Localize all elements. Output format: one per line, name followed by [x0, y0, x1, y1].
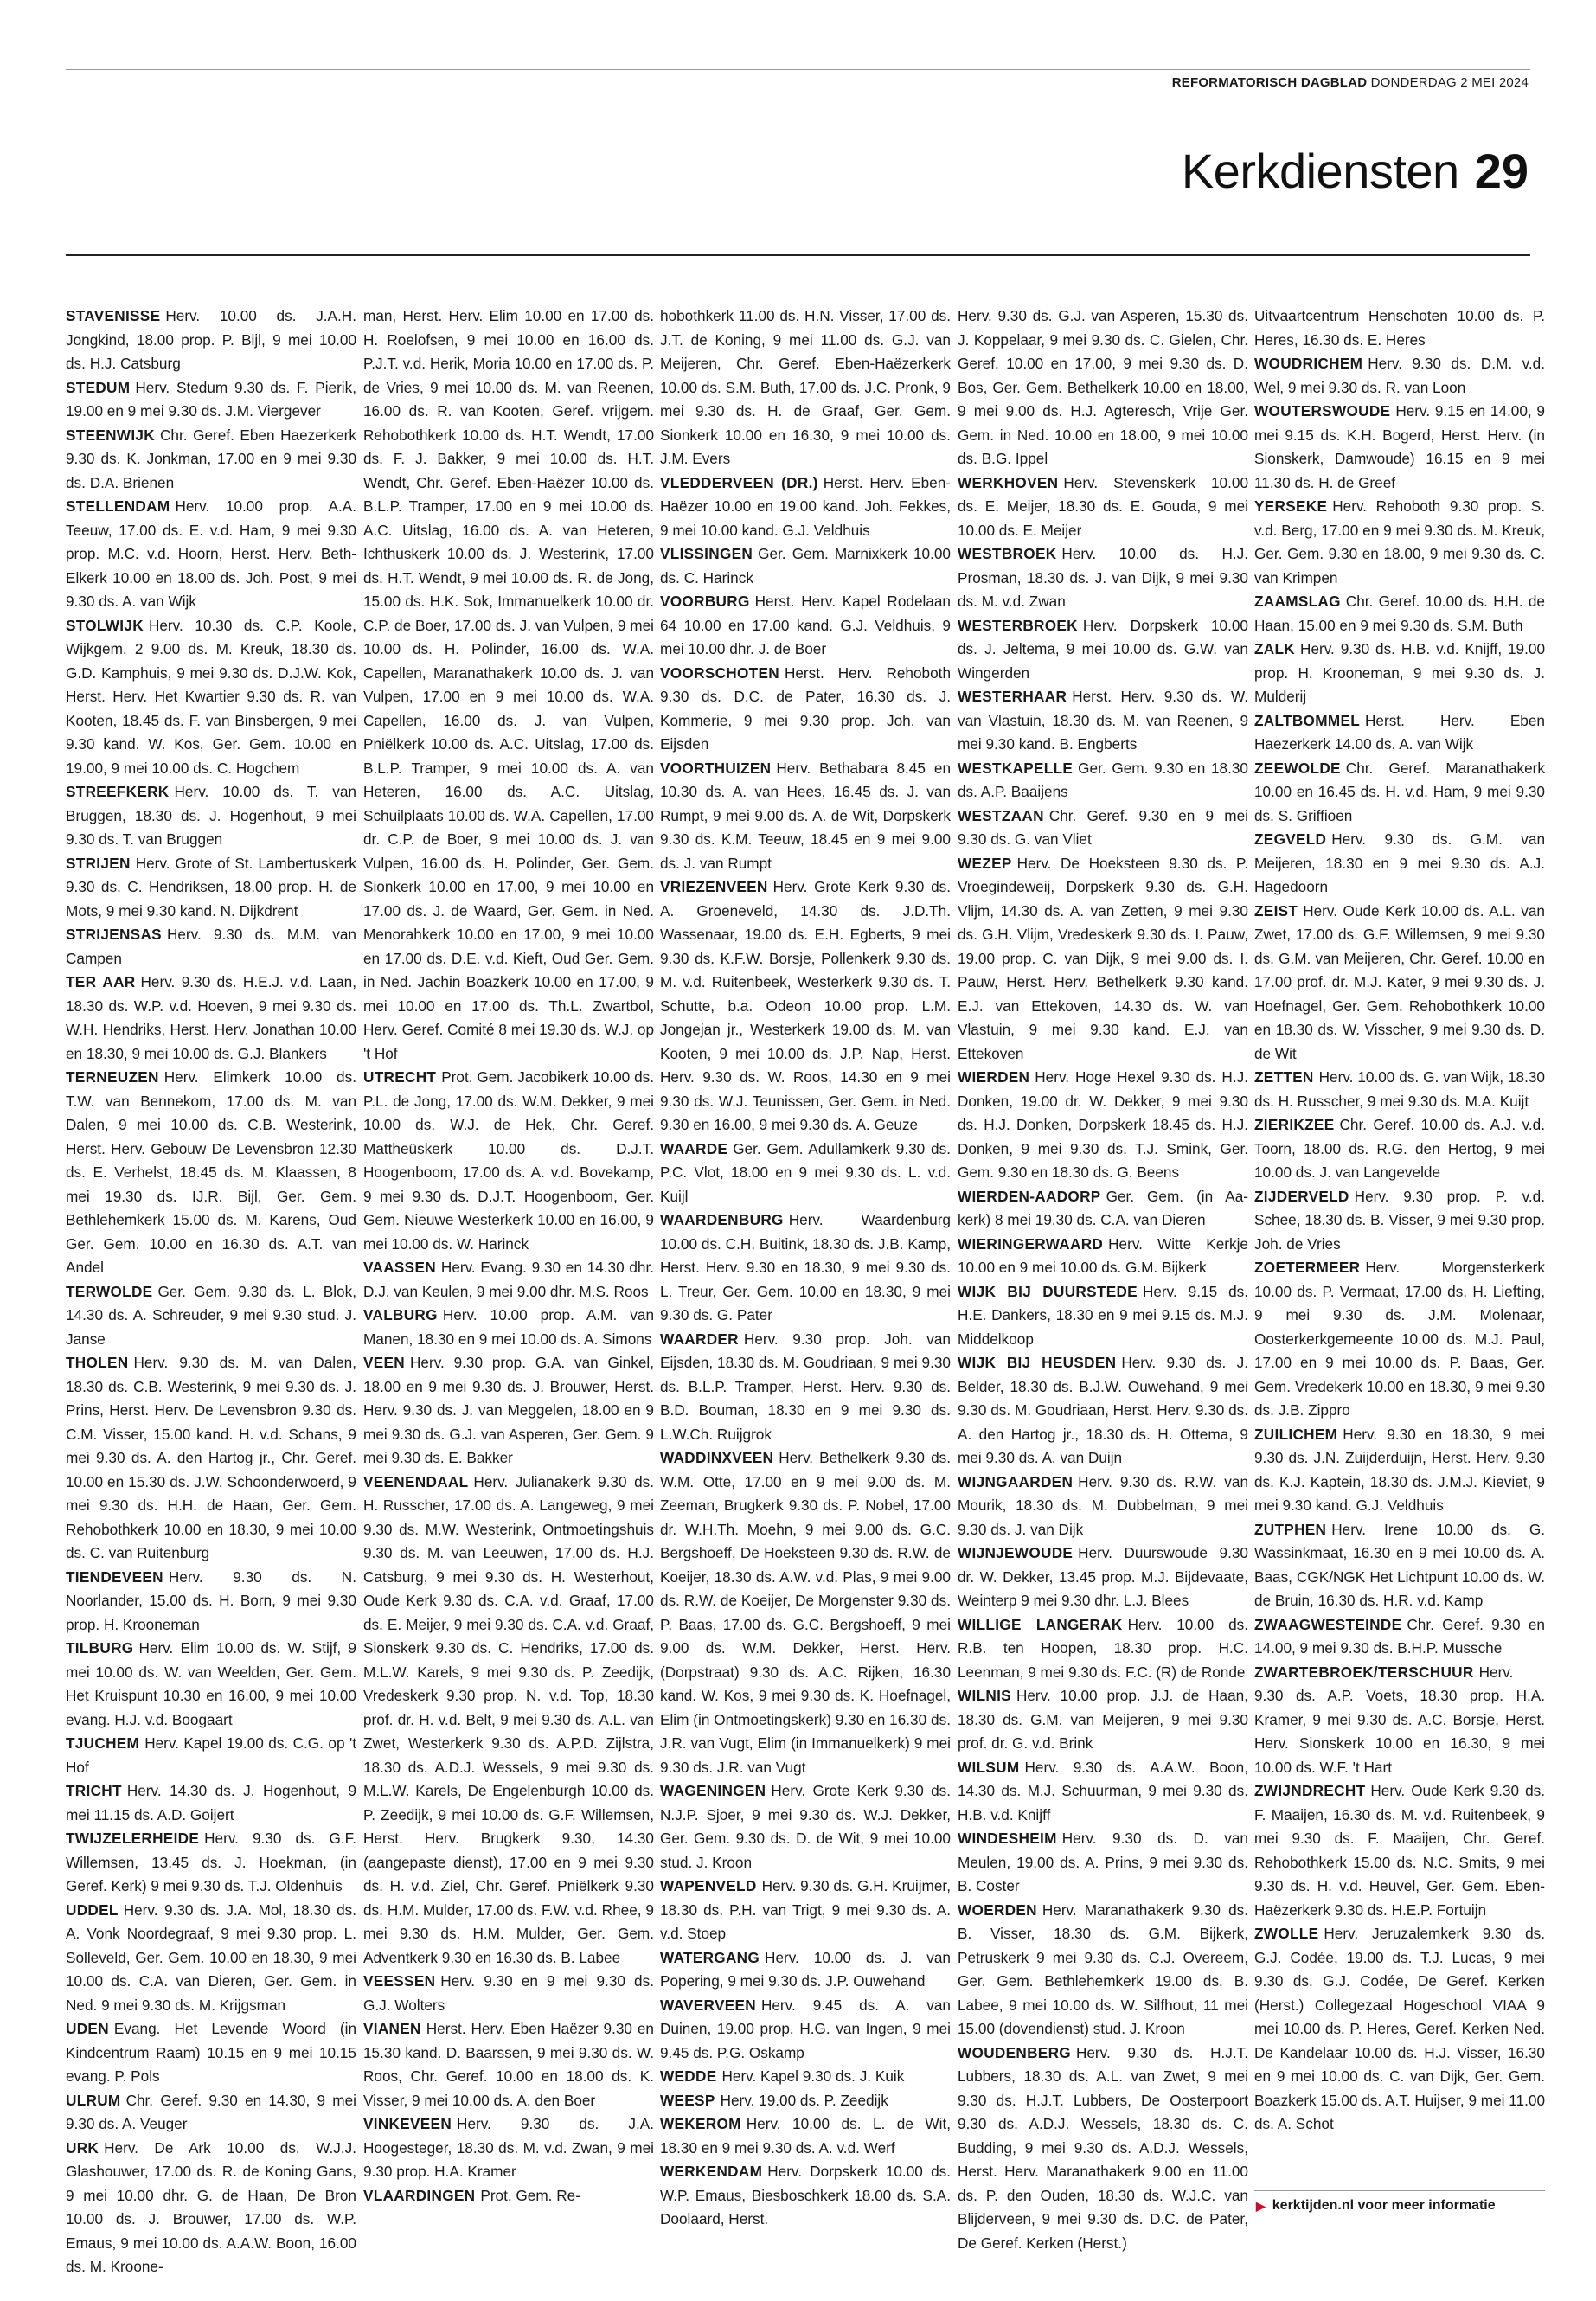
service-listing [363, 1970, 654, 2017]
place-name: VEENENDAAL [363, 1472, 469, 1490]
place-name: ZUILICHEM [1254, 1425, 1338, 1443]
place-name: ZALTBOMMEL [1254, 711, 1361, 729]
masthead [1172, 75, 1529, 90]
service-details: Herv. 9.30 ds. G.J. van Asperen, 15.30 ds. J. Koppelaar, 9 mei 9.30 ds. C. Gielen, Chr. Geref. 10.00 en 17.00, 9 mei 9.30 ds. D. Bos, Ger. Gem. Bethelkerk 10.00 en 18.00, 9 mei 9.00 ds. H.J. Agteresch, Vrije Ger. Gem. in Ned. 10.00 en 18.00, 9 mei 10.00 ds. B.G. Ippel [958, 307, 1248, 467]
service-details: Herv. Waardenburg 10.00 ds. C.H. Buitink, 18.30 ds. J.B. Kamp, Herst. Herv. 9.30 en 18.30, 9 mei 9.30 ds. L. Treur, Ger. Gem. 10.00 en 18.30, 9 mei 9.30 ds. G. Pater [660, 1211, 951, 1324]
service-details: Herv. Irene 10.00 ds. G. Wassinkmaat, 16.30 en 9 mei 10.00 ds. A. Baas, CGK/NGK Het Lichtpunt 10.00 ds. W. de Bruin, 16.30 ds. H.R. v.d. Kamp [1254, 1520, 1545, 1609]
service-details: Herst. Herv. Rehoboth 9.30 ds. D.C. de Pater, 16.30 ds. J. Kommerie, 9 mei 9.30 prop. Joh. van Eijsden [660, 663, 951, 753]
service-listing [958, 1351, 1248, 1471]
service-listing [660, 1779, 951, 1875]
service-listing [1254, 400, 1545, 495]
service-details: Herv. 14.30 ds. J. Hogenhout, 9 mei 11.15 ds. A.D. Goijert [66, 1782, 356, 1823]
place-name: THOLEN [66, 1354, 129, 1371]
place-name: WEZEP [958, 854, 1012, 872]
service-details: Ger. Gem. 9.30 en 18.30 ds. A.P. Baaijens [958, 759, 1248, 800]
service-listing [660, 1946, 951, 1994]
service-details: Chr. Geref. 9.30 en 9 mei 9.30 ds. G. van Vliet [958, 806, 1248, 848]
service-details: Herv. 9.30 ds. D. van Meulen, 19.00 ds. A. Prins, 9 mei 9.30 ds. B. Coster [958, 1830, 1248, 1894]
service-details: Herv. 9.30 ds. G.F. Willemsen, 13.45 ds. J. Hoekman, (in Geref. Kerk) 9 mei 9.30 ds. T.J. Oldenhuis [66, 1830, 356, 1894]
place-name: ZAAMSLAG [1254, 593, 1341, 610]
service-listing [958, 1541, 1248, 1613]
place-name: WINDESHEIM [958, 1830, 1057, 1847]
place-name: WESTBROEK [958, 545, 1057, 562]
service-listing [66, 424, 356, 496]
service-details: Herv. De Ark 10.00 ds. W.J.J. Glashouwer, 17.00 ds. R. de Koning Gans, 9 mei 10.00 dhr. G. de Haan, De Bron 10.00 ds. J. Brouwer, 17.00 ds. W.P. Emaus, 9 mei 10.00 ds. A.A.W. Boon, 16.00 ds. M. Kroone- [66, 2138, 356, 2275]
service-listing [1254, 1066, 1545, 1113]
service-details: Herv. 10.00 ds. R.B. ten Hoopen, 18.30 prop. H.C. Leenman, 9 mei 9.30 ds. F.C. (R) de Ronde [958, 1615, 1248, 1681]
place-name: URK [66, 2138, 99, 2157]
place-name: ZIERIKZEE [1254, 1116, 1335, 1133]
service-details: Herv. 10.30 ds. C.P. Koole, Wijkgem. 2 9.00 ds. M. Kreuk, 18.30 ds. G.D. Kamphuis, 9 mei 9.30 ds. D.J.W. Kok, Herst. Herv. Het Kwartier 9.30 ds. R. van Kooten, 18.45 ds. F. van Binsbergen, 9 mei 9.30 kand. W. Kos, Ger. Gem. 10.00 en 19.00, 9 mei 10.00 ds. C. Hogchem [66, 616, 356, 777]
service-listing [660, 2089, 951, 2113]
service-details: Herv. 9.30 ds. M.M. van Campen [66, 926, 356, 967]
service-details: Herv. 9.15 en 14.00, 9 mei 9.15 ds. K.H. Bogerd, Herst. Herv. (in Sionskerk, Damwoude) 16.15 en 9 mei 11.30 ds. H. de Greef [1254, 402, 1545, 491]
service-listing [66, 614, 356, 781]
place-name: VLISSINGEN [660, 545, 753, 562]
service-details: Herv. 9.30 ds. G.H. Kruijmer, 18.30 ds. P.H. van Trigt, 9 mei 9.30 ds. A. v.d. Stoep [660, 1877, 951, 1942]
page-number: 29 [1474, 144, 1529, 198]
service-listing [1254, 1256, 1545, 1423]
service-details: Herv. Oude Kerk 10.00 ds. A.L. van Zwet, 17.00 ds. G.F. Willemsen, 9 mei 9.30 ds. G.M. van Meijeren, Chr. Geref. 10.00 en 17.00 prof. dr. M.J. Kater, 9 mei 9.30 ds. J. Hoefnagel, Ger. Gem. Rehobothkerk 10.00 en 18.30 ds. W. Visscher, 9 mei 9.30 ds. D. de Wit [1254, 901, 1545, 1062]
place-name: ZWAAGWESTEINDE [1254, 1615, 1402, 1633]
service-details: Herv. 10.00 ds. H.J. Prosman, 18.30 ds. J. van Dijk, 9 mei 9.30 ds. M. v.d. Zwan [958, 545, 1248, 610]
footer-link[interactable] [1256, 2198, 1496, 2214]
service-listing [958, 1185, 1248, 1233]
top-rule [66, 69, 1530, 70]
service-details: Herst. Herv. 9.30 ds. W. van Vlastuin, 18.30 ds. M. van Reenen, 9 mei 9.30 kand. B. Engberts [958, 688, 1248, 753]
service-listing [363, 1304, 654, 1351]
place-name: VLEDDERVEEN (DR.) [660, 473, 818, 491]
service-listing [958, 471, 1248, 543]
place-name: TILBURG [66, 1639, 134, 1657]
service-listing [363, 1351, 654, 1471]
service-listing [958, 304, 1248, 471]
service-details: Herv. 9.30 ds. R.W. van Mourik, 18.30 ds. M. Dubbelman, 9 mei 9.30 ds. J. van Dijk [958, 1472, 1248, 1538]
service-listing [363, 1256, 654, 1304]
service-listing [1254, 590, 1545, 638]
service-details: Herv. 9.30 ds. J. Belder, 18.30 ds. B.J.W. Ouwehand, 9 mei 9.30 ds. M. Goudriaan, Herst. Herv. 9.30 ds. A. den Hartog jr., 18.30 ds. H. Ottema, 9 mei 9.30 ds. A. van Duijn [958, 1354, 1248, 1466]
place-name: WIJNGAARDEN [958, 1472, 1074, 1490]
service-details: Herv. Stedum 9.30 ds. F. Pierik, 19.00 en 9 mei 9.30 ds. J.M. Viergever [66, 378, 356, 420]
service-details: Herv. Elimkerk 10.00 ds. T.W. van Bennekom, 17.00 ds. M. van Dalen, 9 mei 10.00 ds. C.B. Westerink, Herst. Herv. Gebouw De Levensbron 12.30 ds. E. Verhelst, 18.45 ds. M. Klaassen, 8 mei 19.30 ds. IJ.R. Bijl, Ger. Gem. Bethlehemkerk 15.00 ds. M. Karens, Oud Ger. Gem. 10.00 en 16.30 ds. A.T. van Andel [66, 1068, 356, 1276]
place-name: ZEGVELD [1254, 830, 1327, 848]
place-name: VLAARDINGEN [363, 2186, 476, 2204]
service-details: Chr. Geref. Maranathakerk 10.00 en 16.45 ds. H. v.d. Ham, 9 mei 9.30 ds. S. Griffioen [1254, 759, 1545, 824]
service-details: Herv. 9.30 ds. A.A.W. Boon, 14.30 ds. M.J. Schuurman, 9 mei 9.30 ds. H.B. v.d. Knijff [958, 1758, 1248, 1823]
service-listing [66, 1066, 356, 1280]
service-details: Herv. 9.30 ds. N. Noorlander, 15.00 ds. H. Born, 9 mei 9.30 prop. H. Krooneman [66, 1567, 356, 1633]
service-details: Herv. Elim 10.00 ds. W. Stijf, 9 mei 10.00 ds. W. van Weelden, Ger. Gem. Het Kruispunt 10.30 en 16.00, 9 mei 10.00 evang. H.J. v.d. Boogaart [66, 1639, 356, 1728]
section-title: Kerkdiensten [1181, 144, 1459, 198]
service-listing [66, 971, 356, 1066]
service-listing [958, 852, 1248, 1067]
service-listing [660, 1446, 951, 1779]
column-2 [363, 304, 654, 2208]
service-listing [1254, 495, 1545, 590]
service-details: Herv. 9.30 en 18.30, 9 mei 9.30 ds. J.N. Zuijderduijn, Herst. Herv. 9.30 ds. K.J. Kaptein, 18.30 ds. J.M.J. Kieviet, 9 mei 9.30 kand. G.J. Veldhuis [1254, 1425, 1545, 1514]
service-listing [958, 757, 1248, 804]
service-details: Uitvaartcentrum Henschoten 10.00 ds. P. Heres, 16.30 ds. E. Heres [1254, 307, 1545, 349]
service-details: Herv. 9.30 ds. H.B. v.d. Knijff, 19.00 prop. H. Krooneman, 9 mei 9.30 ds. J. Mulderij [1254, 640, 1545, 705]
place-name: ZIJDERVELD [1254, 1187, 1349, 1205]
service-details: Herv. 9.30 ds. H.J.T. Lubbers, 18.30 ds. A.L. van Zwet, 9 mei 9.30 ds. H.J.T. Lubbers, De Oosterpoort 9.30 ds. A.D.J. Wessels, 18.30 ds. C. Budding, 9 mei 9.30 ds. A.D.J. Wessels, Herst. Herv. Maranathakerk 9.00 en 11.00 ds. P. den Ouden, 18.30 ds. W.J.C. van Blijderveen, 9 mei 9.30 ds. D.C. de Pater, De Geref. Kerken (Herst.) [958, 2043, 1248, 2252]
service-details: Herv. Jeruzalemkerk 9.30 ds. G.J. Codée, 19.00 ds. T.J. Lucas, 9 mei 9.30 ds. G.J. Codée, De Geref. Kerken (Herst.) Collegezaal Hogeschool VIAA 9 mei 10.00 ds. P. Heres, Geref. Kerken Ned. De Kandelaar 10.00 ds. H.J. Visser, 16.30 en 9 mei 10.00 ds. C. van Dijk, Ger. Gem. Boazkerk 15.00 ds. A.T. Huijser, 9 mei 11.00 ds. A. Schot [1254, 1925, 1545, 2132]
service-details: Herv. 9.30 prop. P. v.d. Schee, 18.30 ds. B. Visser, 9 mei 9.30 prop. Joh. de Vries [1254, 1187, 1545, 1253]
service-listing [66, 780, 356, 852]
service-listing [66, 852, 356, 924]
place-name: STAVENISSE [66, 307, 161, 324]
service-details: Ger. Gem. Marnixkerk 10.00 ds. C. Harinck [660, 545, 951, 586]
service-details: Herv. Evang. 9.30 en 14.30 dhr. D.J. van Keulen, 9 mei 9.00 dhr. M.S. Roos [363, 1259, 654, 1300]
service-details: Herv. Julianakerk 9.30 ds. H. Russcher, 17.00 ds. A. Langeweg, 9 mei 9.30 ds. M.W. Westerink, Ontmoetingshuis 9.30 ds. M. van Leeuwen, 17.00 ds. H.J. Catsburg, 9 mei 9.30 ds. H. Westerhout, Oude Kerk 9.30 ds. C.A. v.d. Graaf, 17.00 ds. E. Meijer, 9 mei 9.30 ds. C.A. v.d. Graaf, Sionskerk 9.30 ds. C. Hendriks, 17.00 ds. M.L.W. Karels, 9 mei 9.30 ds. P. Zeedijk, Vredeskerk 9.30 prop. N. v.d. Top, 18.30 prof. dr. H. v.d. Belt, 9 mei 9.30 ds. A.L. van Zwet, Westerkerk 9.30 ds. A.P.D. Zijlstra, 18.30 ds. A.D.J. Wessels, 9 mei 9.30 ds. M.L.W. Karels, De Engelenburgh 10.00 ds. P. Zeedijk, 9 mei 10.00 ds. G.F. Willemsen, Herst. Herv. Brugkerk 9.30, 14.30 (aangepaste dienst), 17.00 en 9 mei 9.30 ds. H. v.d. Ziel, Chr. Geref. Pniëlkerk 9.30 ds. H.M. Mulder, 17.00 ds. F.W. v.d. Rhee, 9 mei 9.30 ds. H.M. Mulder, Ger. Gem. Adventkerk 9.30 en 16.30 ds. B. Labee [363, 1472, 654, 1966]
service-details: Herv. 10.00 ds. T. van Bruggen, 18.30 ds. J. Hogenhout, 9 mei 9.30 ds. T. van Bruggen [66, 783, 356, 848]
place-name: VRIEZENVEEN [660, 878, 768, 895]
service-listing [958, 1280, 1248, 1352]
service-listing [660, 1994, 951, 2066]
place-name: WIJK BIJ HEUSDEN [958, 1354, 1117, 1371]
service-listing [1254, 828, 1545, 900]
place-name: WIJK BIJ DUURSTEDE [958, 1282, 1138, 1300]
place-name: VOORBURG [660, 593, 750, 610]
service-listing [1254, 709, 1545, 757]
service-details: Herv. 9.30 ds. H.E.J. v.d. Laan, 18.30 ds. W.P. v.d. Hoeven, 9 mei 9.30 ds. W.H. Hendriks, Herst. Herv. Jonathan 10.00 en 18.30, 9 mei 10.00 ds. G.J. Blankers [66, 973, 356, 1062]
service-details: Herv. Witte Kerkje 10.00 en 9 mei 10.00 ds. G.M. Bijkerk [958, 1234, 1248, 1276]
service-listing [363, 2017, 654, 2112]
place-name: VEEN [363, 1354, 406, 1371]
page-title-row [1182, 143, 1529, 199]
service-listing [66, 495, 356, 614]
place-name: ZWARTEBROEK/TERSCHUUR [1254, 1663, 1474, 1681]
service-listing [660, 304, 951, 471]
place-name: WIJNJEWOUDE [958, 1544, 1074, 1561]
service-details: Herv. Grote Kerk 9.30 ds. A. Groeneveld, 14.30 ds. J.D.Th. Wassenaar, 19.00 ds. E.H. Egberts, 9 mei 9.30 ds. K.F.W. Borsje, Pollenkerk 9.30 ds. M. v.d. Ruitenbeek, Westerkerk 9.30 ds. T. Schutte, b.a. Odeon 10.00 prop. L.M. Jongejan jr., Westerkerk 19.00 ds. M. van Kooten, 9 mei 10.00 ds. J.P. Nap, Herst. Herv. 9.30 ds. W. Roos, 14.30 en 9 mei 9.30 ds. W.J. Teunissen, Ger. Gem. in Ned. 9.30 en 16.00, 9 mei 9.30 ds. A. Geuze [660, 878, 951, 1133]
service-details: Herv. Grote of St. Lambertuskerk 9.30 ds. C. Hendriksen, 18.00 prop. H. de Mots, 9 mei 9.30 kand. N. Dijkdrent [66, 854, 356, 920]
service-listing [958, 1684, 1248, 1756]
place-name: TJUCHEM [66, 1734, 140, 1752]
service-listing [1254, 1113, 1545, 1185]
service-listing [66, 1827, 356, 1899]
service-listing [958, 1233, 1248, 1280]
service-listing [660, 875, 951, 1138]
service-details: Chr. Geref. 9.30 en 14.30, 9 mei 9.30 ds. A. Veuger [66, 2091, 356, 2132]
service-details: Herv. 10.00 ds. G. van Wijk, 18.30 ds. H. Russcher, 9 mei 9.30 ds. M.A. Kuijt [1254, 1068, 1545, 1110]
service-listing [660, 757, 951, 876]
service-details: Herv. Oude Kerk 9.30 ds. F. Maaijen, 16.30 ds. M. v.d. Ruitenbeek, 9 mei 9.30 ds. F. Maaijen, Chr. Geref. Rehobothkerk 15.00 ds. N.C. Smits, 9 mei 9.30 ds. H. v.d. Heuvel, Ger. Gem. Eben-Haëzerkerk 9.30 ds. H.E.P. Fortuijn [1254, 1782, 1545, 1919]
service-listing [660, 2112, 951, 2160]
service-details: Ger. Gem. Adullamkerk 9.30 ds. P.C. Vlot, 18.00 en 9 mei 9.30 ds. L. v.d. Kuijl [660, 1139, 951, 1205]
service-details: Herv. 19.00 ds. P. Zeedijk [720, 2091, 888, 2109]
footer-rule [1254, 2190, 1545, 2191]
service-listing [66, 2017, 356, 2089]
service-details: Ger. Gem. 9.30 ds. L. Blok, 14.30 ds. A. Schreuder, 9 mei 9.30 stud. J. Janse [66, 1282, 356, 1348]
service-details: Herv. Duurswoude 9.30 dr. W. Dekker, 13.45 prop. M.J. Bijdevaate, Weinterp 9 mei 9.30 dhr. L.J. Blees [958, 1544, 1248, 1609]
service-listing [66, 2089, 356, 2137]
service-listing [1254, 1613, 1545, 1661]
service-listing [66, 304, 356, 376]
place-name: YERSEKE [1254, 497, 1328, 515]
column-1 [66, 304, 356, 2279]
service-details: Herv. Hoge Hexel 9.30 ds. H.J. Donken, 19.00 dr. W. Dekker, 9 mei 9.30 ds. H.J. Donken, Dorpskerk 18.45 ds. H.J. Donken, 9 mei 9.30 ds. T.J. Smink, Ger. Gem. 9.30 en 18.30 ds. G. Beens [958, 1068, 1248, 1181]
service-listing [363, 1471, 654, 1971]
place-name: WADDINXVEEN [660, 1449, 774, 1466]
service-details: Herv. Dorpskerk 10.00 ds. J. Jeltema, 9 mei 10.00 ds. G.W. van Wingerden [958, 616, 1248, 682]
service-details: Herv. 9.15 ds. H.E. Dankers, 18.30 en 9 mei 9.15 ds. M.J. Middelkoop [958, 1282, 1248, 1348]
place-name: STRIJEN [66, 854, 131, 872]
column-4 [958, 304, 1248, 2255]
service-details: Herv. Bethelkerk 9.30 ds. W.M. Otte, 17.00 en 9 mei 9.00 ds. M. Zeeman, Brugkerk 9.30 ds. P. Nobel, 17.00 dr. W.H.Th. Moehn, 9 mei 9.00 ds. G.C. Bergshoeff, De Hoeksteen 9.30 ds. R.W. de Koeijer, 18.30 ds. A.W. v.d. Plas, 9 mei 9.00 ds. R.W. de Koeijer, De Morgenster 9.30 ds. P. Baas, 17.00 ds. G.C. Bergshoeff, 9 mei 9.00 ds. W.M. Dekker, Herst. Herv. (Dorpstraat) 9.30 ds. A.C. Rijken, 16.30 kand. W. Kos, 9 mei 9.30 ds. K. Hoefnagel, Elim (in Ontmoetingskerk) 9.30 en 16.30 ds. J.R. van Vugt, Elim (in Immanuelkerk) 9 mei 9.30 ds. J.R. van Vugt [660, 1449, 951, 1776]
service-details: Herv. Dorpskerk 10.00 ds. W.P. Emaus, Biesboschkerk 18.00 ds. S.A. Doolaard, Herst. [660, 2163, 951, 2227]
place-name: TERWOLDE [66, 1282, 153, 1300]
place-name: TRICHT [66, 1782, 122, 1799]
service-details: Herv. Morgensterkerk 10.00 ds. P. Vermaat, 17.00 ds. H. Liefting, 9 mei 9.30 ds. J.M. Molenaar, Oosterkerkgemeente 10.00 ds. M.J. Paul, 17.00 en 9 mei 10.00 ds. P. Baas, Ger. Gem. Vredekerk 10.00 en 18.30, 9 mei 9.30 ds. J.B. Zippro [1254, 1259, 1545, 1419]
service-details: Chr. Geref. 10.00 ds. A.J. v.d. Toorn, 18.00 ds. R.G. den Hertog, 9 mei 10.00 ds. J. van Langevelde [1254, 1116, 1545, 1181]
place-name: VALBURG [363, 1306, 438, 1324]
place-name: WEDDE [660, 2067, 717, 2085]
issue-date: DONDERDAG 2 MEI 2024 [1370, 75, 1529, 90]
service-listing [1254, 638, 1545, 709]
place-name: TWIJZELERHEIDE [66, 1830, 200, 1847]
service-listing [66, 1637, 356, 1732]
place-name: WATERGANG [660, 1948, 760, 1966]
place-name: WERKENDAM [660, 2163, 763, 2180]
column-5 [1254, 304, 1545, 2137]
place-name: WERKHOVEN [958, 473, 1059, 491]
place-name: VIANEN [363, 2020, 421, 2037]
place-name: WIERINGERWAARD [958, 1234, 1104, 1253]
service-listing [958, 1613, 1248, 1685]
service-listing [958, 2041, 1248, 2256]
header-rule [66, 254, 1530, 256]
service-details: Herv. 10.00 prop. J.J. de Haan, 18.30 ds. G.M. van Meijeren, 9 mei 9.30 prof. dr. G. v.d. Brink [958, 1687, 1248, 1752]
service-details: Prot. Gem. Jacobikerk 10.00 ds. P.L. de Jong, 17.00 ds. W.M. Dekker, 9 mei 10.00 ds. W.J. de Hek, Chr. Geref. Mattheüskerk 10.00 ds. D.J.T. Hoogenboom, 17.00 ds. A. v.d. Bovekamp, 9 mei 9.30 ds. D.J.T. Hoogenboom, Ger. Gem. Nieuwe Westerkerk 10.00 en 16.00, 9 mei 10.00 ds. W. Harinck [363, 1068, 654, 1253]
place-name: WOUDRICHEM [1254, 355, 1363, 372]
place-name: STEENWIJK [66, 426, 155, 444]
place-name: WAGENINGEN [660, 1782, 766, 1799]
service-listing [660, 2160, 951, 2232]
service-details: Herv. Bethabara 8.45 en 10.30 ds. A. van Hees, 16.45 ds. J. van Rumpt, 9 mei 9.00 ds. A. de Wit, Dorpskerk 9.30 ds. K.M. Teeuw, 18.45 en 9 mei 9.00 ds. J. van Rumpt [660, 759, 951, 872]
place-name: VOORSCHOTEN [660, 663, 779, 682]
place-name: VOORTHUIZEN [660, 759, 772, 777]
service-listing [1254, 1779, 1545, 1922]
service-listing [363, 2184, 654, 2208]
service-details: Prot. Gem. Re- [480, 2186, 580, 2204]
service-details: Herv. Rehoboth 9.30 prop. S. v.d. Berg, 17.00 en 9 mei 9.30 ds. M. Kreuk, Ger. Gem. 9.30 en 18.00, 9 mei 9.30 ds. C. van Krimpen [1254, 497, 1545, 586]
place-name: WESTERHAAR [958, 688, 1067, 705]
service-details: Ger. Gem. (in Aa-kerk) 8 mei 19.30 ds. C.A. van Dieren [958, 1187, 1248, 1228]
service-details: Herv. Stevenskerk 10.00 ds. E. Meijer, 18.30 ds. E. Gouda, 9 mei 10.00 ds. E. Meijer [958, 473, 1248, 539]
service-details: Herv. 10.00 ds. J.A.H. Jongkind, 18.00 prop. P. Bijl, 9 mei 10.00 ds. H.J. Catsburg [66, 307, 356, 372]
service-listing [1254, 1423, 1545, 1518]
service-listing [958, 1066, 1248, 1185]
service-details: Herv. 9.30 en 9 mei 9.30 ds. G.J. Wolters [363, 1972, 654, 2014]
place-name: WIERDEN-AADORP [958, 1187, 1101, 1205]
service-listing [1254, 900, 1545, 1067]
service-listing [363, 2112, 654, 2184]
place-name: WILNIS [958, 1687, 1011, 1704]
service-details: hobothkerk 11.00 ds. H.N. Visser, 17.00 ds. J.T. de Koning, 9 mei 11.00 ds. G.J. van Meijeren, Chr. Geref. Eben-Haëzerkerk 10.00 ds. S.M. Buth, 17.00 ds. J.C. Pronk, 9 mei 9.30 ds. H. de Graaf, Ger. Gem. Sionkerk 10.00 en 16.30, 9 mei 10.00 ds. J.M. Evers [660, 307, 951, 467]
service-listing [660, 1875, 951, 1946]
service-details: Herv. 10.00 ds. J. van Popering, 9 mei 9.30 ds. J.P. Ouwehand [660, 1948, 951, 1990]
service-listing [1254, 1922, 1545, 2137]
service-listing [66, 1732, 356, 1779]
place-name: UDDEL [66, 1900, 119, 1919]
service-details: Herv. 9.30 prop. Joh. van Eijsden, 18.30 ds. M. Goudriaan, 9 mei 9.30 ds. B.L.P. Tramper, Herst. Herv. 9.30 ds. B.D. Bouman, 18.30 en 9 mei 9.30 ds. L.W.Ch. Ruijgrok [660, 1330, 951, 1443]
footer-link-text[interactable]: kerktijden.nl voor meer informatie [1272, 2198, 1496, 2213]
service-listing [1254, 1661, 1545, 1780]
service-listing [363, 304, 654, 1066]
service-details: Chr. Geref. 10.00 ds. H.H. de Haan, 15.00 en 9 mei 9.30 ds. S.M. Buth [1254, 593, 1545, 634]
service-details: Herv. 9.30 ds. J.A. Hoogesteger, 18.30 ds. M. v.d. Zwan, 9 mei 9.30 prop. H.A. Kramer [363, 2115, 654, 2180]
service-details: Herv. 9.45 ds. A. van Duinen, 19.00 prop. H.G. van Ingen, 9 mei 9.45 ds. P.G. Oskamp [660, 1996, 951, 2061]
place-name: ZEIST [1254, 901, 1298, 920]
place-name: WAARDENBURG [660, 1211, 784, 1228]
service-details: Herv. Kapel 9.30 ds. J. Kuik [721, 2067, 905, 2085]
service-details: Herv. Kapel 19.00 ds. C.G. op 't Hof [66, 1734, 356, 1776]
place-name: ULRUM [66, 2091, 121, 2109]
place-name: WEESP [660, 2091, 715, 2109]
service-listing [66, 1899, 356, 2018]
service-listing [958, 542, 1248, 614]
place-name: VEESSEN [363, 1972, 436, 1990]
service-listing [1254, 1518, 1545, 1613]
service-details: Herv. 9.30 ds. G.M. van Meijeren, 18.30 en 9 mei 9.30 ds. A.J. Hagedoorn [1254, 830, 1545, 895]
service-details: man, Herst. Herv. Elim 10.00 en 17.00 ds. H. Roelofsen, 9 mei 10.00 en 16.00 ds. P.J.T. v.d. Herik, Moria 10.00 en 17.00 ds. P. de Vries, 9 mei 10.00 ds. M. van Reenen, 16.00 ds. R. van Kooten, Geref. vrijgem. Rehobothkerk 10.00 ds. H.T. Wendt, 17.00 ds. F. J. Bakker, 9 mei 10.00 ds. H.T. Wendt, Chr. Geref. Eben-Haëzer 10.00 ds. B.L.P. Tramper, 17.00 en 9 mei 10.00 ds. A.C. Uitslag, 16.00 ds. A. van Heteren, Ichthuskerk 10.00 ds. J. Westerink, 17.00 ds. H.T. Wendt, 9 mei 10.00 ds. R. de Jong, 15.00 ds. H.K. Sok, Immanuelkerk 10.00 dr. C.P. de Boer, 17.00 ds. J. van Vulpen, 9 mei 10.00 ds. H. Polinder, 16.00 ds. W.A. Capellen, Maranathakerk 10.00 ds. J. van Vulpen, 17.00 en 9 mei 10.00 ds. W.A. Capellen, 16.00 ds. J. van Vulpen, Pniëlkerk 10.00 ds. A.C. Uitslag, 17.00 ds. B.L.P. Tramper, 9 mei 10.00 ds. A. van Heteren, 16.00 ds. A.C. Uitslag, Schuilplaats 10.00 ds. W.A. Capellen, 17.00 dr. C.P. de Boer, 9 mei 10.00 ds. J. van Vulpen, 16.00 ds. H. Polinder, Ger. Gem. Sionkerk 10.00 en 17.00, 9 mei 10.00 en 17.00 ds. J. de Waard, Ger. Gem. in Ned. Menorahkerk 10.00 en 17.00, 9 mei 10.00 en 17.00 ds. D.E. v.d. Kieft, Oud Ger. Gem. in Ned. Jachin Boazkerk 10.00 en 17.00, 9 mei 10.00 en 17.00 ds. Th.L. Zwartbol, Herv. Geref. Comité 8 mei 19.30 ds. W.J. op 't Hof [363, 307, 654, 1062]
service-listing [660, 2065, 951, 2089]
place-name: ZWIJNDRECHT [1254, 1782, 1366, 1799]
place-name: WESTERBROEK [958, 616, 1078, 634]
service-listing [660, 1328, 951, 1447]
place-name: WIERDEN [958, 1068, 1030, 1086]
service-details: Herv. Maranathakerk 9.30 ds. B. Visser, 18.30 ds. G.M. Bijkerk, Petruskerk 9 mei 9.30 ds. C.J. Overeem, Ger. Gem. Bethlehemkerk 19.00 ds. B. Labee, 9 mei 10.00 ds. W. Silfhout, 11 mei 15.00 (dovendienst) stud. J. Kroon [958, 1900, 1248, 2037]
place-name: STEDUM [66, 378, 131, 396]
place-name: STRIJENSAS [66, 926, 162, 943]
service-listing [660, 542, 951, 590]
service-details: Chr. Geref. 9.30 en 14.00, 9 mei 9.30 ds. B.H.P. Mussche [1254, 1615, 1545, 1657]
place-name: STOLWIJK [66, 616, 144, 634]
place-name: ZEEWOLDE [1254, 759, 1341, 777]
service-listing [1254, 352, 1545, 400]
service-listing [660, 590, 951, 662]
service-details: Chr. Geref. Eben Haezerkerk 9.30 ds. K. Jonkman, 17.00 en 9 mei 9.30 ds. D.A. Brienen [66, 426, 356, 491]
place-name: ZOETERMEER [1254, 1259, 1361, 1276]
place-name: WAVERVEEN [660, 1996, 756, 2014]
triangle-right-icon: ▶ [1256, 2198, 1266, 2213]
service-listing [660, 1138, 951, 1209]
place-name: WOERDEN [958, 1900, 1037, 1919]
service-details: Herv. Grote Kerk 9.30 ds. N.J.P. Sjoer, 9 mei 9.30 ds. W.J. Dekker, Ger. Gem. 9.30 ds. D. de Wit, 9 mei 10.00 stud. J. Kroon [660, 1782, 951, 1871]
place-name: WESTKAPELLE [958, 759, 1074, 777]
service-listing [66, 2137, 356, 2279]
service-listing [1254, 304, 1545, 352]
service-details: Herst. Herv. Kapel Rodelaan 64 10.00 en 17.00 kand. G.J. Veldhuis, 9 mei 10.00 dhr. J. de Boer [660, 593, 951, 657]
place-name: ZETTEN [1254, 1068, 1314, 1086]
service-details: Herv. 9.30 ds. A.P. Voets, 18.30 prop. H.A. Kramer, 9 mei 9.30 ds. A.C. Borsje, Herst. Herv. Sionskerk 10.00 en 16.30, 9 mei 10.00 ds. W.F. 't Hart [1254, 1663, 1545, 1776]
service-listing [958, 685, 1248, 757]
place-name: TIENDEVEEN [66, 1567, 163, 1586]
service-listing [660, 1208, 951, 1328]
place-name: ZALK [1254, 640, 1296, 657]
place-name: TERNEUZEN [66, 1068, 159, 1086]
place-name: UDEN [66, 2020, 109, 2037]
service-listing [1254, 757, 1545, 829]
place-name: VAASSEN [363, 1259, 436, 1276]
service-details: Herst. Herv. Eben Haëzer 9.30 en 15.30 kand. D. Baarssen, 9 mei 9.30 ds. W. Roos, Chr. Geref. 10.00 en 18.00 ds. K. Visser, 9 mei 10.00 ds. A. den Boer [363, 2020, 654, 2109]
service-listing [66, 1351, 356, 1566]
place-name: WOUTERSWOUDE [1254, 402, 1391, 420]
service-listing [958, 1471, 1248, 1542]
service-listing [363, 1066, 654, 1256]
place-name: ZWOLLE [1254, 1925, 1319, 1942]
place-name: WILLIGE LANGERAK [958, 1615, 1123, 1633]
column-3 [660, 304, 951, 2232]
place-name: WEKEROM [660, 2115, 741, 2132]
service-listing [1254, 1185, 1545, 1257]
service-details: Herst. Herv. Eben Haezerkerk 14.00 ds. A. van Wijk [1254, 711, 1545, 753]
service-details: Herst. Herv. Eben-Haëzer 10.00 en 19.00 kand. Joh. Fekkes, 9 mei 10.00 kand. G.J. Veldhuis [660, 473, 951, 539]
place-name: WESTZAAN [958, 806, 1044, 824]
place-name: STREEFKERK [66, 783, 170, 800]
service-listing [66, 1566, 356, 1638]
service-listing [958, 1756, 1248, 1828]
place-name: WAARDER [660, 1330, 739, 1348]
service-listing [958, 1827, 1248, 1899]
place-name: WOUDENBERG [958, 2043, 1071, 2061]
place-name: UTRECHT [363, 1068, 437, 1086]
place-name: STELLENDAM [66, 497, 170, 515]
newspaper-name: REFORMATORISCH DAGBLAD [1171, 75, 1368, 90]
place-name: ZUTPHEN [1254, 1520, 1327, 1538]
service-details: Herv. 10.00 ds. L. de Wit, 18.30 en 9 mei 9.30 ds. A. v.d. Werf [660, 2115, 951, 2157]
place-name: WILSUM [958, 1758, 1020, 1776]
service-listing [958, 804, 1248, 852]
service-details: Herv. 10.00 prop. A.A. Teeuw, 17.00 ds. E. v.d. Ham, 9 mei 9.30 prop. M.C. v.d. Hoorn, Herst. Herv. Beth-Elkerk 10.00 en 18.00 ds. Joh. Post, 9 mei 9.30 ds. A. van Wijk [66, 497, 356, 610]
service-details: Evang. Het Levende Woord (in Kindcentrum Raam) 10.15 en 9 mei 10.15 evang. P. Pols [66, 2020, 356, 2085]
service-listing [66, 923, 356, 971]
service-listing [66, 1280, 356, 1352]
service-listing [660, 471, 951, 543]
service-details: Herv. De Hoeksteen 9.30 ds. P. Vroegindeweij, Dorpskerk 9.30 ds. G.H. Vlijm, 14.30 ds. A. van Zetten, 9 mei 9.30 ds. G.H. Vlijm, Vredeskerk 9.30 ds. I. Pauw, 19.00 prop. C. van Dijk, 9 mei 9.00 ds. I. Pauw, Herst. Herv. Bethelkerk 9.30 kand. E.J. van Ettekoven, 14.30 ds. W. van Vlastuin, 9 mei 9.30 kand. E.J. van Ettekoven [958, 854, 1248, 1062]
service-details: Herv. 9.30 ds. M. van Dalen, 18.30 ds. C.B. Westerink, 9 mei 9.30 ds. J. Prins, Herst. Herv. De Levensbron 9.30 ds. C.M. Visser, 15.00 kand. H. v.d. Schans, 9 mei 9.30 ds. A. den Hartog jr., Chr. Geref. 10.00 en 15.30 ds. J.W. Schoonderwoerd, 9 mei 9.30 ds. H.H. de Haan, Ger. Gem. Rehobothkerk 10.00 en 18.30, 9 mei 10.00 ds. C. van Ruitenburg [66, 1354, 356, 1561]
service-details: Herv. 9.30 ds. J.A. Mol, 18.30 ds. A. Vonk Noordegraaf, 9 mei 9.30 prop. L. Solleveld, Ger. Gem. 10.00 en 18.30, 9 mei 10.00 ds. C.A. van Dieren, Ger. Gem. in Ned. 9 mei 9.30 ds. M. Krijgsman [66, 1900, 356, 2014]
service-details: Herv. 10.00 prop. A.M. van Manen, 18.30 en 9 mei 10.00 ds. A. Simons [363, 1306, 654, 1348]
service-listing [958, 614, 1248, 686]
service-listing [958, 1899, 1248, 2041]
service-details: Herv. 9.30 ds. D.M. v.d. Wel, 9 mei 9.30 ds. R. van Loon [1254, 355, 1545, 396]
service-listing [66, 1779, 356, 1827]
place-name: WAPENVELD [660, 1877, 757, 1894]
place-name: WAARDE [660, 1139, 728, 1157]
service-details: Herv. 9.30 prop. G.A. van Ginkel, 18.00 en 9 mei 9.30 ds. J. Brouwer, Herst. Herv. 9.30 ds. J. van Meggelen, 18.00 en 9 mei 9.30 ds. G.J. van Asperen, Ger. Gem. 9 mei 9.30 ds. E. Bakker [363, 1354, 654, 1466]
service-listing [66, 376, 356, 424]
service-listing [660, 662, 951, 757]
place-name: TER AAR [66, 973, 136, 990]
place-name: VINKEVEEN [363, 2115, 452, 2132]
